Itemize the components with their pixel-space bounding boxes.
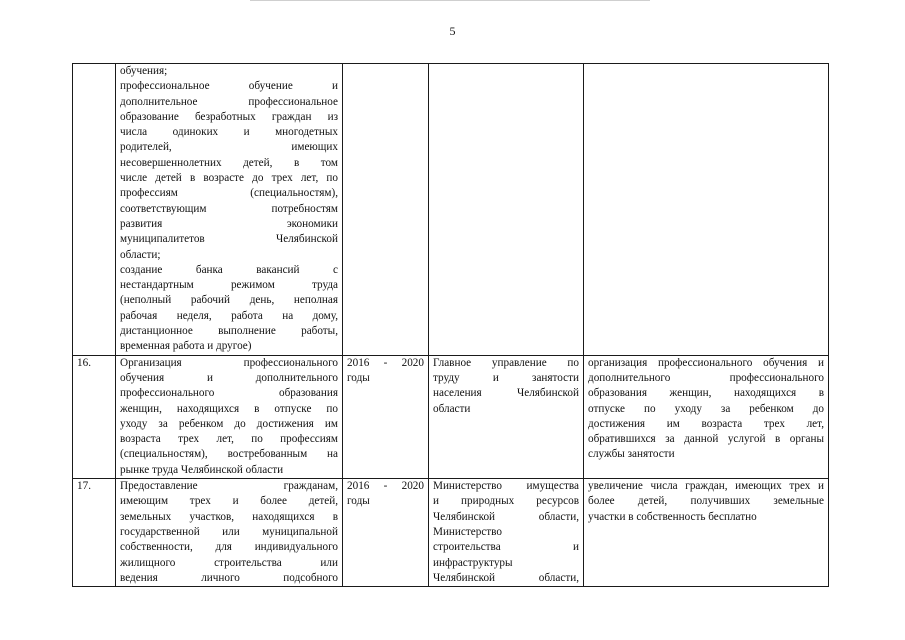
period-cell [343,479,429,587]
table-row [73,355,829,478]
description-line: (специальностям), востребованным на [120,448,338,461]
description-line: государственной или муниципальной [120,525,338,538]
description-line: возраста трех лет, по профессиям [120,433,338,446]
description-cell [116,355,343,478]
result-line: образования женщин, находящихся в [588,387,824,400]
result-line: более детей, получивших земельные [588,495,824,508]
executor-line: Челябинской области, [433,510,579,523]
row-number-cell: 17. [73,479,116,587]
description-line: нестандартным режимом труда [120,279,338,292]
table-row [73,479,829,587]
result-line: организация профессионального обучения и [588,356,824,369]
description-cell [116,479,343,587]
description-line: жилищного строительства или [120,556,338,569]
period-unit: годы [347,495,370,508]
result-line: участки в собственность бесплатно [588,510,757,523]
description-line: (неполный рабочий день, неполная [120,294,338,307]
description-line: профессионального образования [120,387,338,400]
result-line: отпуске по уходу за ребенком до [588,402,824,415]
description-line: несовершеннолетних детей, в том [120,156,338,169]
description-line: развития экономики [120,217,338,230]
description-line: обучения и дополнительного [120,371,338,384]
row-number-cell [73,64,116,356]
executor-line: строительства и [433,541,579,554]
description-line: муниципалитетов Челябинской [120,233,338,246]
description-line: имеющим трех и более детей, [120,495,338,508]
result-line: увеличение числа граждан, имеющих трех и [588,480,824,493]
executor-line: инфраструктуры [433,556,513,569]
description-line: числа одиноких и многодетных [120,126,338,139]
description-line: Организация профессионального [120,356,338,369]
executor-line: Челябинской области, [433,571,579,584]
description-line: дополнительное профессиональное [120,95,338,108]
period-years: 2016 - 2020 [347,356,424,369]
description-line: временная работа и другое) [120,340,252,353]
description-line: области; [120,248,161,261]
description-line: соответствующим потребностям [120,202,338,215]
description-line: собственности, для индивидуального [120,541,338,554]
page-number: 5 [449,24,456,38]
description-line: женщин, находящихся в отпуске по [120,402,338,415]
executor-line: труду и занятости [433,371,579,384]
table-row [73,64,829,356]
executor-cell [429,64,584,356]
result-line: службы занятости [588,448,675,461]
description-cell [116,64,343,356]
period-unit: годы [347,371,370,384]
description-line: числе детей в возрасте до трех лет, по [120,172,338,185]
description-line: обучения; [120,65,168,77]
result-line: дополнительного профессионального [588,371,824,384]
description-line: дистанционное выполнение работы, [120,325,338,338]
result-cell [584,64,829,356]
description-line: профессиональное обучение и [120,80,338,93]
executor-line: населения Челябинской [433,387,579,400]
period-cell [343,64,429,356]
description-line: образование безработных граждан из [120,110,338,123]
executor-line: Министерство [433,525,502,538]
description-line: профессиям (специальностям), [120,187,338,200]
row-number-cell: 16. [73,355,116,478]
program-table [72,63,829,587]
period-cell [343,355,429,478]
description-line: Предоставление гражданам, [120,480,338,493]
description-line: ведения личного подсобного [120,571,338,584]
description-line: земельных участков, находящихся в [120,510,338,523]
scan-edge-line [250,0,650,1]
period-years: 2016 - 2020 [347,480,424,493]
description-line: создание банка вакансий с [120,263,338,276]
result-cell [584,479,829,587]
executor-line: Главное управление по [433,356,579,369]
executor-cell [429,479,584,587]
description-line: рынке труда Челябинской области [120,463,284,476]
executor-line: и природных ресурсов [433,495,579,508]
description-line: родителей, имеющих [120,141,338,154]
executor-line: Министерство имущества [433,480,579,493]
description-line: рабочая неделя, работа на дому, [120,309,338,322]
result-line: достижения им возраста трех лет, [588,417,824,430]
executor-line: области [433,402,471,415]
description-line: уходу за ребенком до достижения им [120,417,338,430]
result-line: обратившихся за данной услугой в органы [588,433,824,446]
executor-cell [429,355,584,478]
result-cell [584,355,829,478]
